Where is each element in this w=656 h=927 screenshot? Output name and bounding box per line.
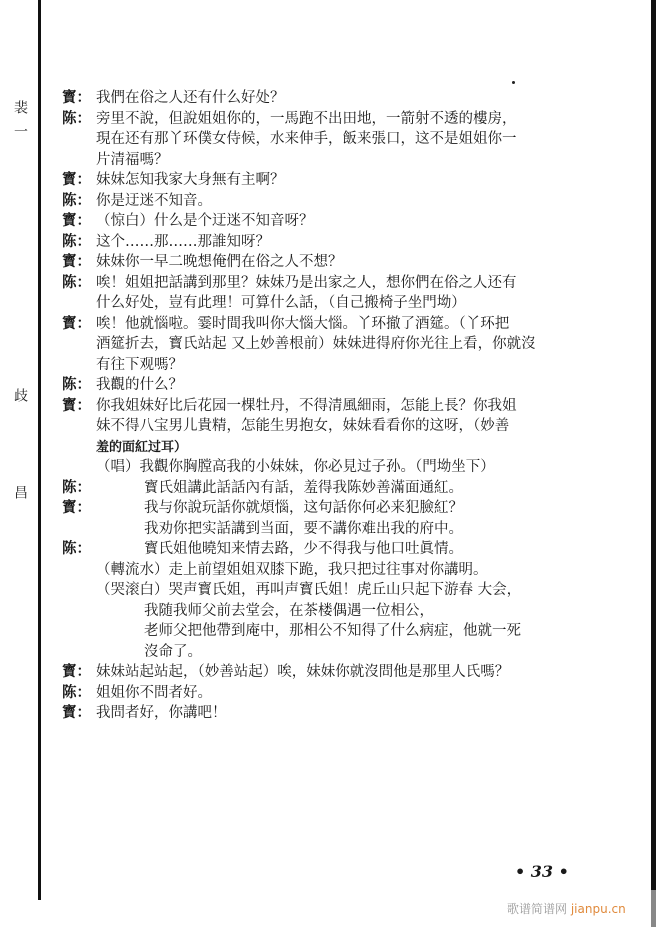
speaker-label: 寳： [62, 499, 91, 516]
speaker-label: 寳： [62, 663, 91, 680]
speaker-label: 陈： [62, 683, 91, 701]
sung-text: （唱）我觀你胸膛高我的小妹妹，你必見过子孙。（門坳坐下） [96, 459, 495, 475]
script-text [62, 88, 622, 724]
dialogue-text: 片清福嗎？ [96, 151, 169, 168]
sung-text: 我随我师父前去堂会，在茶楼偶遇一位相公， [144, 602, 434, 619]
speaker-label: 寳： [62, 314, 91, 332]
dialogue-line [62, 252, 622, 273]
dialogue-text: 唉！姐姐把話講到那里？妹妹乃是出家之人，想你們在俗之人还有 [96, 274, 517, 291]
speaker-label: 寳： [62, 212, 91, 229]
sung-line [62, 539, 622, 560]
dialogue-continuation [62, 416, 622, 437]
sung-line [62, 498, 622, 519]
sung-line [62, 457, 622, 478]
page-number: • 33 • [515, 862, 569, 881]
dialogue-line [62, 170, 622, 191]
sung-line [62, 519, 622, 540]
dialogue-text: 酒筵折去，寳氏站起 又上妙善根前）妹妹进得府你光往上看，你就沒 [96, 336, 536, 352]
sung-line [62, 560, 622, 581]
dialogue-continuation [62, 129, 622, 150]
speaker-label: 陈： [62, 540, 91, 557]
dialogue-text: 唉！他就惱啦。霎时間我叫你大惱大惱。丫环撤了酒筵。（丫环把 [96, 315, 510, 332]
speaker-label: 陈： [62, 109, 91, 127]
dialogue-line [62, 683, 622, 704]
dialogue-text: 我問者好，你講吧！ [96, 705, 227, 721]
dialogue-text: 妹妹怎知我家大身無有主啊？ [96, 172, 285, 188]
dialogue-text: 妹不得八宝男儿貴精，怎能生男抱女，妹妹看看你的这呀，（妙善 [96, 418, 510, 434]
dialogue-line [62, 662, 622, 683]
dialogue-continuation [62, 150, 622, 171]
sung-text: 寳氏姐他曉知来情去路，少不得我与他口吐眞情。 [144, 541, 463, 557]
dialogue-line [62, 191, 622, 212]
speaker-label: 陈： [62, 232, 91, 250]
speaker-label: 寳： [62, 89, 91, 106]
sung-line [62, 478, 622, 499]
dialogue-text: 你我姐妹好比后花园一棵牡丹，不得清風細雨，怎能上長？你我姐 [96, 397, 517, 414]
dialogue-line [62, 109, 622, 130]
watermark-latin: jianpu.cn [570, 902, 626, 916]
print-speck [512, 81, 515, 84]
sung-text: 我与你說玩話你就煩惱，这句話你何必来犯臉紅？ [144, 500, 463, 516]
dialogue-text: 現在还有那丫环僕女侍候，水来伸手，飯来張口，这不是姐姐你一 [96, 131, 517, 147]
speaker-label: 寳： [62, 171, 91, 188]
dialogue-line [62, 211, 622, 232]
sung-line [62, 580, 622, 601]
dialogue-continuation [62, 355, 622, 376]
dialogue-line [62, 314, 622, 335]
dialogue-text: 旁里不說，但說姐姐你的，一馬跑不出田地，一箭射不透的樓房， [96, 110, 517, 127]
stage-direction-text: 羞的面紅过耳） [96, 439, 188, 455]
dialogue-line [62, 375, 622, 396]
dialogue-text: 这个……那……那誰知呀？ [96, 233, 270, 250]
sung-text: 寳氏姐講此話話內有話，羞得我陈妙善滿面通紅。 [144, 479, 463, 496]
sung-line [62, 601, 622, 622]
margin-label-low: 昌 [12, 485, 28, 509]
speaker-label: 陈： [62, 273, 91, 291]
speaker-label: 寳： [62, 253, 91, 270]
dialogue-text: （惊白）什么是个迂迷不知音呀？ [96, 213, 314, 229]
dialogue-line [62, 273, 622, 294]
dialogue-text: 什么好处，豈有此理！可算什么話，（自己搬椅子坐門坳） [96, 295, 466, 311]
dialogue-text: 我們在俗之人还有什么好处？ [96, 90, 285, 106]
dialogue-continuation [62, 334, 622, 355]
margin-label-top: 裴一 [12, 100, 28, 148]
dialogue-text: 妹妹站起站起，（妙善站起）唉，妹妹你就沒問他是那里人氏嗎？ [96, 664, 510, 680]
sung-text: 沒命了。 [144, 643, 202, 660]
dialogue-line [62, 88, 622, 109]
page-edge-shadow [651, 0, 656, 927]
page-edge-shadow-lower [651, 890, 656, 927]
dialogue-line [62, 232, 622, 253]
sung-line [62, 642, 622, 663]
sung-text: （轉流水）走上前望姐姐双膝下跪，我只把过往事对你講明。 [96, 561, 488, 578]
dialogue-text: 你是迂迷不知音。 [96, 192, 212, 209]
sung-text: 我劝你把实話講到当面，要不講你难出我的府中。 [144, 520, 463, 537]
speaker-label: 陈： [62, 478, 91, 496]
dialogue-continuation [62, 293, 622, 314]
watermark-cn: 歌谱简谱网 [507, 902, 568, 916]
sung-text: （哭滚白）哭声寳氏姐，再叫声寳氏姐！虎丘山只起下游春 大会， [96, 582, 522, 598]
dialogue-line [62, 396, 622, 417]
speaker-label: 陈： [62, 191, 91, 209]
sung-text: 老师父把他帶到庵中，那相公不知得了什么病症，他就一死 [144, 623, 521, 639]
speaker-label: 陈： [62, 376, 91, 393]
margin-label-mid: 歧 [12, 388, 28, 412]
dialogue-text: 有往下观嗎？ [96, 356, 183, 373]
dialogue-text: 妹妹你一早二晚想俺們在俗之人不想？ [96, 254, 343, 270]
binding-line [38, 0, 41, 900]
speaker-label: 寳： [62, 704, 91, 721]
watermark [507, 900, 626, 917]
dialogue-text: 我觀的什么？ [96, 377, 183, 393]
sung-line [62, 621, 622, 642]
stage-direction [62, 437, 622, 458]
dialogue-line [62, 703, 622, 724]
speaker-label: 寳： [62, 396, 91, 414]
dialogue-text: 姐姐你不問者好。 [96, 684, 212, 701]
